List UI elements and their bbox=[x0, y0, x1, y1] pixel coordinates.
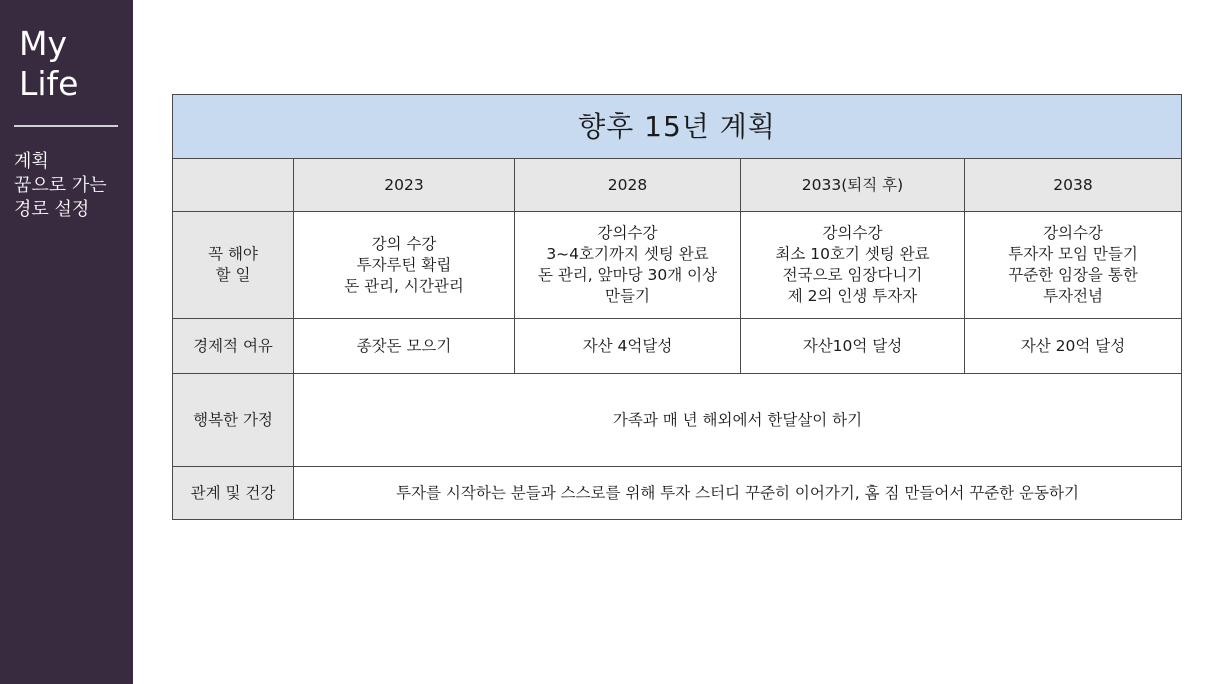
sidebar-subtitle: 계획 꿈으로 가는 경로 설정 bbox=[14, 151, 107, 220]
year-header: 2028 bbox=[515, 159, 741, 212]
row-label-family: 행복한 가정 bbox=[173, 374, 294, 467]
table-cell: 강의수강 투자자 모임 만들기 꾸준한 임장을 통한 투자전념 bbox=[965, 212, 1182, 319]
table-cell: 강의 수강 투자루틴 확립 돈 관리, 시간관리 bbox=[294, 212, 515, 319]
table-row bbox=[173, 467, 1182, 520]
plan-table bbox=[172, 94, 1182, 520]
table-row bbox=[173, 374, 1182, 467]
table-cell: 자산 20억 달성 bbox=[965, 319, 1182, 374]
sidebar-title: My Life bbox=[19, 24, 79, 103]
year-header: 2023 bbox=[294, 159, 515, 212]
year-header: 2033(퇴직 후) bbox=[741, 159, 965, 212]
table-cell: 투자를 시작하는 분들과 스스로를 위해 투자 스터디 꾸준히 이어가기, 홈 짐 만들어서 꾸준한 운동하기 bbox=[294, 467, 1182, 520]
table-cell: 자산 4억달성 bbox=[515, 319, 741, 374]
table-row bbox=[173, 319, 1182, 374]
sidebar-divider bbox=[14, 125, 118, 127]
row-label-relations: 관계 및 건강 bbox=[173, 467, 294, 520]
table-cell: 가족과 매 년 해외에서 한달살이 하기 bbox=[294, 374, 1182, 467]
year-header: 2038 bbox=[965, 159, 1182, 212]
table-row bbox=[173, 212, 1182, 319]
row-label-economic: 경제적 여유 bbox=[173, 319, 294, 374]
table-cell: 자산10억 달성 bbox=[741, 319, 965, 374]
header-empty-cell bbox=[173, 159, 294, 212]
table-cell: 종잣돈 모으기 bbox=[294, 319, 515, 374]
table-cell: 강의수강 최소 10호기 셋팅 완료 전국으로 임장다니기 제 2의 인생 투자자 bbox=[741, 212, 965, 319]
sidebar bbox=[0, 0, 133, 684]
table-cell: 강의수강 3~4호기까지 셋팅 완료 돈 관리, 앞마당 30개 이상 만들기 bbox=[515, 212, 741, 319]
year-header-row bbox=[173, 159, 1182, 212]
table-title-row bbox=[173, 95, 1182, 159]
table-title: 향후 15년 계획 bbox=[173, 95, 1182, 159]
row-label-todo: 꼭 해야 할 일 bbox=[173, 212, 294, 319]
